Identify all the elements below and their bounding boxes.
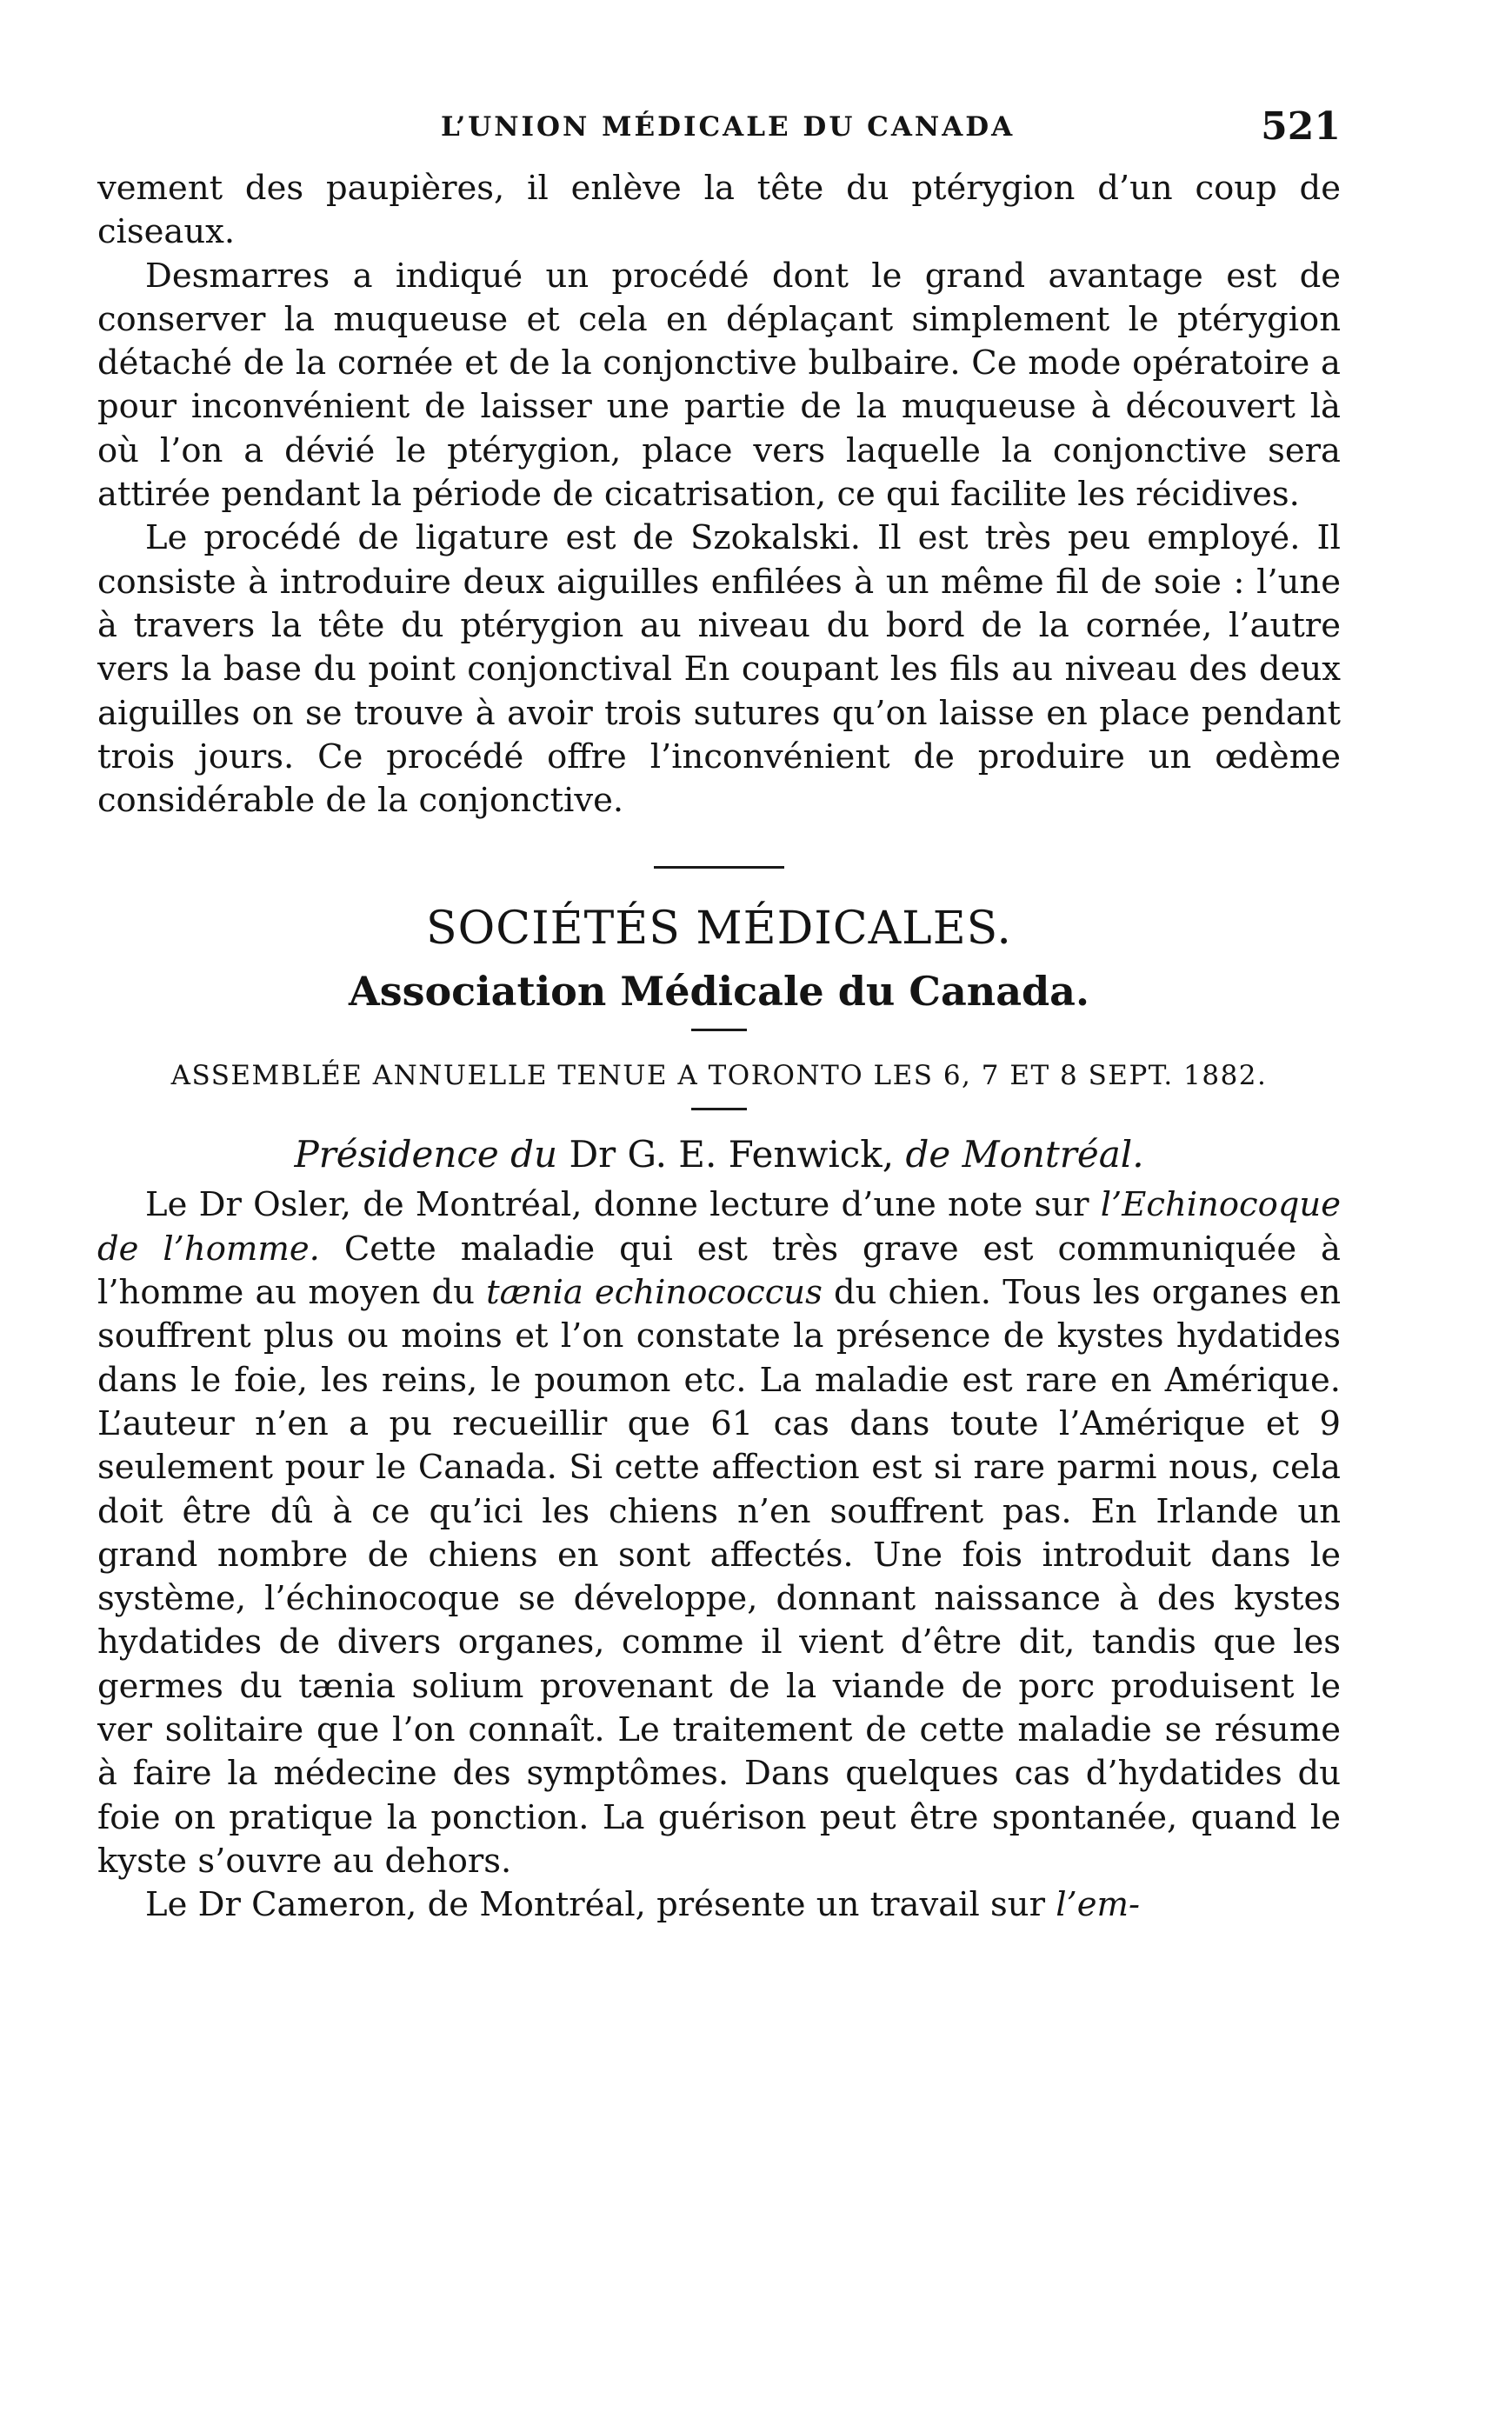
cameron-text-1: de Montréal, présente un travail sur (416, 1885, 1056, 1925)
paragraph-continuation: vement des paupières, il enlève la tête du ptérygion d’un coup de ciseaux. (97, 169, 1341, 252)
paragraph-desmarres: Desmarres a indiqué un procédé dont le grand avantage est de conserver la muqueuse et cela en déplaçant simplement le ptérygion détaché de la cornée et de la conjonctive bulbaire. Ce mode opératoire a pour inconvénient de laisser une partie de la muqueuse à découvert là où l’on a dévié le ptérygion, place vers laquelle la conjonctive sera attirée pendant la période de cicatrisation, ce qui facilite les récidives. (97, 256, 1341, 515)
cameron-italic: l’em- (1056, 1885, 1141, 1925)
paragraph-cameron (97, 1883, 1341, 1927)
paragraph-osler (97, 1183, 1341, 1883)
short-divider (691, 1108, 747, 1110)
document-page (97, 104, 1341, 1928)
speaker-osler: Le Dr Osler, (145, 1185, 351, 1225)
speaker-cameron: Le Dr Cameron, (145, 1885, 417, 1925)
osler-text-3: du chien. Tous les organes en souffrent plus ou moins et l’on constate la présence de kystes hydatides dans le foie, les reins, le poumon etc. La maladie est rare en Amérique. L’auteur n’en a pu recueillir que 61 cas dans toute l’Amérique et 9 seulement pour le Canada. Si cette affection est si rare parmi nous, cela doit être dû à ce qu’ici les chiens n’en souffrent pas. En Irlande un grand nombre de chiens en sont affectés. Une fois introduit dans le système, l’échinocoque se développe, donnant naissance à des kystes hydatides de divers organes, comme il vient d’être dit, tandis que les germes du tænia solium provenant de la viande de porc produisent le ver solitaire que l’on connaît. Le traitement de cette maladie se résume à faire la médecine des symptômes. Dans quelques cas d’hydatides du foie on pratique la ponction. La guérison peut être spontanée, quand le kyste s’ouvre au dehors. (97, 1273, 1341, 1881)
running-head (97, 104, 1341, 157)
section-divider (654, 866, 784, 869)
osler-text-2: Cette maladie qui est très grave est communiquée à l’homme au moyen du (97, 1229, 1341, 1313)
short-divider (691, 1029, 747, 1031)
presidency-line (97, 1131, 1341, 1178)
osler-text-1: de Montréal, donne lecture d’une note sur (350, 1185, 1101, 1225)
paragraph-ligature: Le procédé de ligature est de Szokalski. Il est très peu employé. Il consiste à introduire deux aiguilles enfilées à un même fil de soie : l’une à travers la tête du ptérygion au niveau du bord de la cornée, l’autre vers la base du point conjonctival En coupant les fils au niveau des deux aiguilles on se trouve à avoir trois sutures qu’on laisse en place pendant trois jours. Ce procédé offre l’inconvénient de produire un œdème considérable de la conjonctive. (97, 518, 1341, 821)
presidency-suffix: de Montréal. (905, 1133, 1144, 1176)
osler-italic-title: l’Echinocoque de l’homme. (97, 1185, 1342, 1269)
presidency-prefix: Présidence du (294, 1133, 558, 1176)
running-title: L’UNION MÉDICALE DU CANADA (441, 111, 1016, 143)
presidency-name: Dr G. E. Fenwick, (569, 1133, 895, 1176)
assembly-line: ASSEMBLÉE ANNUELLE TENUE A TORONTO LES 6, 7 ET 8 SEPT. 1882. (170, 1060, 1268, 1092)
section-title: SOCIÉTÉS MÉDICALES. (426, 903, 1012, 956)
page-number: 521 (1261, 104, 1341, 149)
osler-italic-species: tænia echinococcus (486, 1273, 823, 1313)
association-title: Association Médicale du Canada. (349, 968, 1089, 1016)
